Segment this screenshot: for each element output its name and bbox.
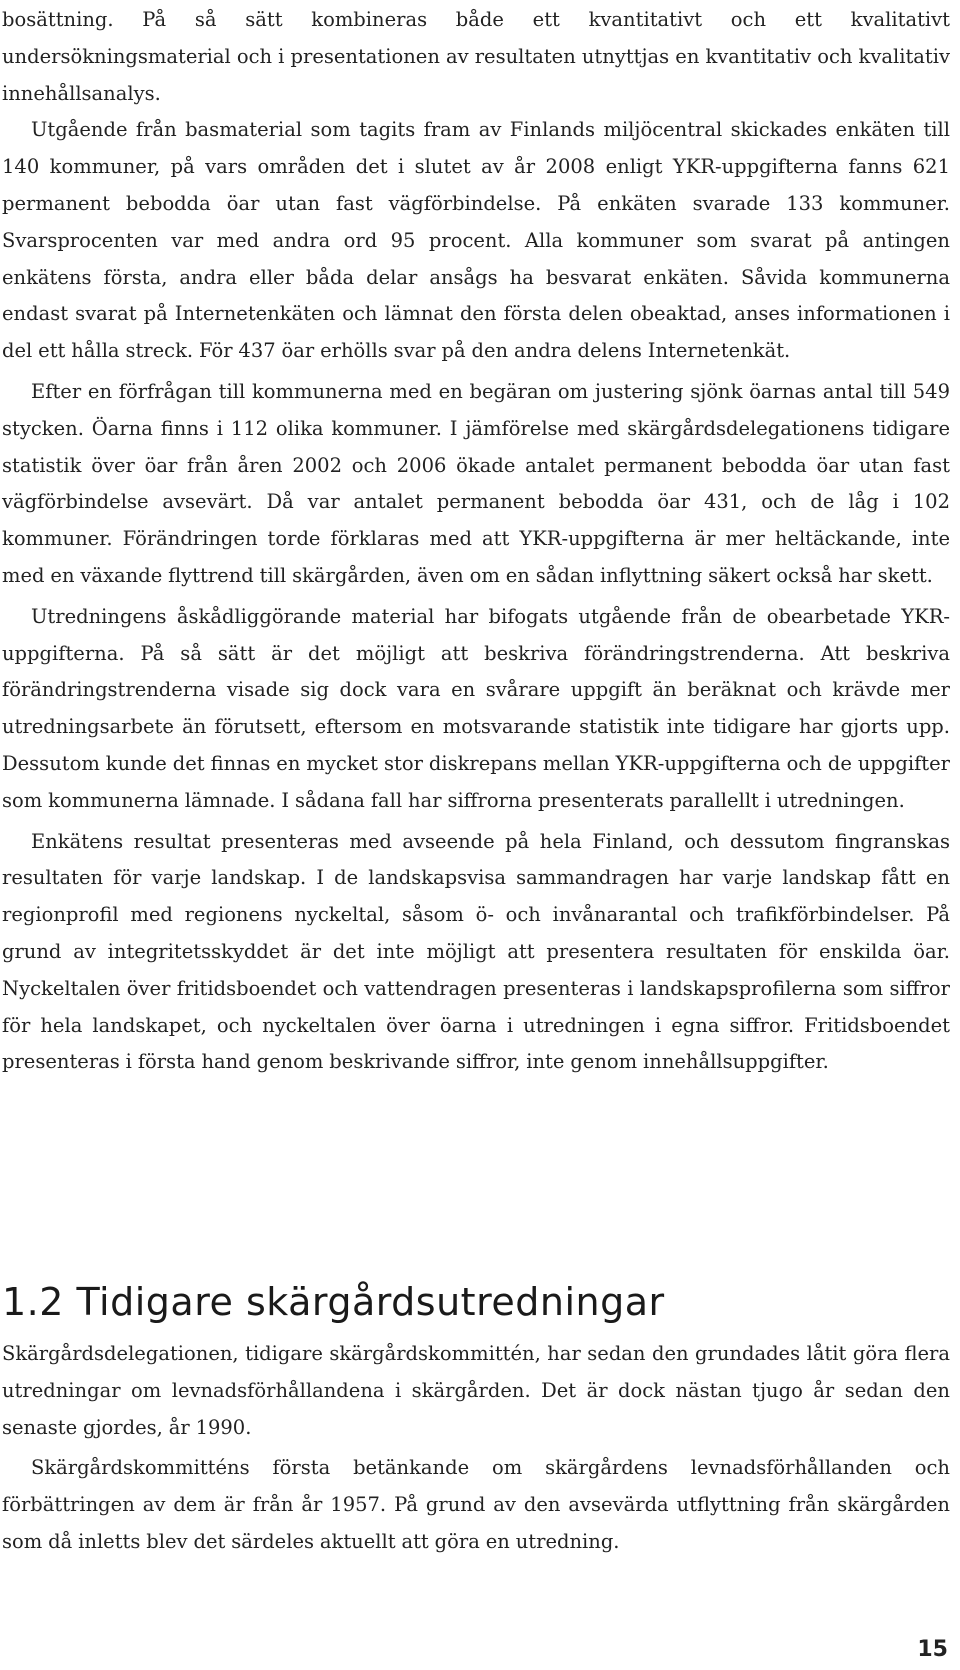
body-paragraph-2: Utgående från basmaterial som tagits fram av Finlands miljöcentral skickades enkäten till 140 kommuner, på vars områden det i slutet av år 2008 enligt YKR-uppgifterna fanns 621 permanent bebodda öar utan fast vägförbindelse. På enkäten svarade 133 kommuner. Svarsprocenten var med andra ord 95 procent. Alla kommuner som svarat på antingen enkätens första, andra eller båda delar ansågs ha besvarat enkäten. Såvida kommunerna endast svarat på Internetenkäten och lämnat den första delen obeaktad, anses informationen i del ett hålla streck. För 437 öar erhölls svar på den andra delens Internetenkät.: [2, 118, 950, 363]
body-paragraph-5: Enkätens resultat presenteras med avseende på hela Finland, och dessutom fingranskas resultaten för varje landskap. I de landskapsvisa sammandragen har varje landskap fått en regionprofil med regionens nyckeltal, såsom ö- och invånarantal och trafikförbindelser. På grund av integritetsskyddet är det inte möjligt att presentera resultaten för enskilda öar. Nyckeltalen över fritidsboendet och vattendragen presenteras i landskapsprofilerna som siffror för hela landskapet, och nyckeltalen över öarna i utredningen i egna siffror. Fritidsboendet presenteras i första hand genom beskrivande siffror, inte genom innehållsuppgifter.: [2, 829, 950, 1074]
document-page: [2, 2, 950, 1081]
body-paragraph-3: Efter en förfrågan till kommunerna med en begäran om justering sjönk öarnas antal till 549 stycken. Öarna finns i 112 olika kommuner. I jämförelse med skärgårdsdelegationens tidigare statistik över öar från åren 2002 och 2006 ökade antalet permanent bebodda öar utan fast vägförbindelse avsevärt. Då var antalet permanent bebodda öar 431, och de låg i 102 kommuner. Förändringen torde förklaras med att YKR-uppgifterna är mer heltäckande, inte med en växande flyttrend till skärgården, även om en sådan inflyttning säkert också har skett.: [2, 379, 950, 587]
section-heading: 1.2 Tidigare skärgårdsutredningar: [2, 1280, 665, 1324]
section-body: [2, 1336, 950, 1561]
body-paragraph-4: Utredningens åskådliggörande material har bifogats utgående från de obearbetade YKR-uppgifterna. På så sätt är det möjligt att beskriva förändringstrenderna. Att beskriva förändringstrenderna visade sig dock vara en svårare uppgift än beräknat och krävde mer utredningsarbete än förutsett, eftersom en motsvarande statistik inte tidigare har gjorts upp. Dessutom kunde det finnas en mycket stor diskrepans mellan YKR-uppgifterna och de uppgifter som kommunerna lämnade. I sådana fall har siffrorna presenterats parallellt i utredningen.: [2, 604, 950, 812]
section-paragraph-1: Skärgårdsdelegationen, tidigare skärgårdskommittén, har sedan den grundades låtit göra flera utredningar om levnadsförhållandena i skärgården. Det är dock nästan tjugo år sedan den senaste gjordes, år 1990.: [2, 1342, 950, 1439]
page-number: 15: [917, 1637, 948, 1662]
body-paragraph-1: bosättning. På så sätt kombineras både ett kvantitativt och ett kvalitativt undersökningsmaterial och i presentationen av resultaten utnyttjas en kvantitativ och kvalitativ innehållsanalys.: [2, 8, 950, 105]
section-paragraph-2: Skärgårdskommitténs första betänkande om skärgårdens levnadsförhållanden och förbättringen av dem är från år 1957. På grund av den avsevärda utflyttning från skärgården som då inletts blev det särdeles aktuellt att göra en utredning.: [2, 1456, 950, 1553]
